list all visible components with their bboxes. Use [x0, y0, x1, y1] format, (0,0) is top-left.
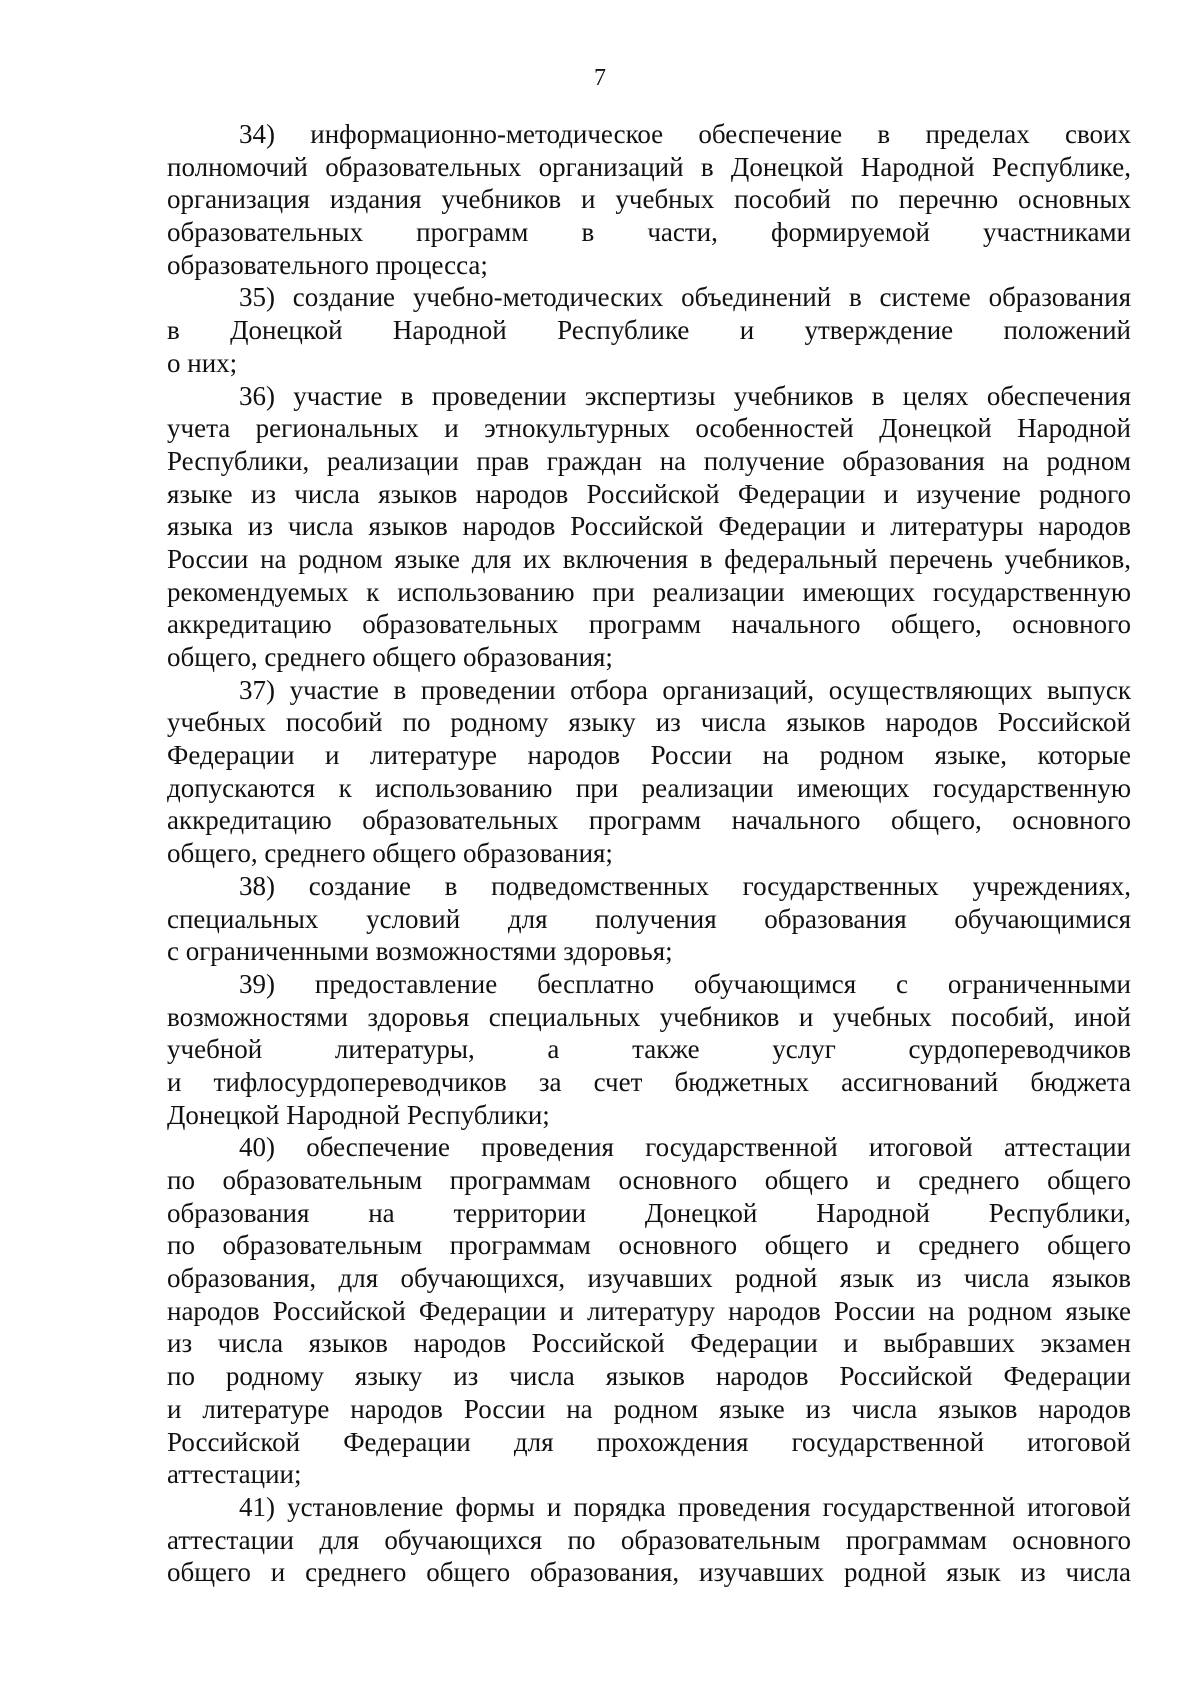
paragraph-line: общего и среднего общего образования, изучавших родной язык из числа: [167, 1557, 1131, 1588]
paragraph-line: Республики, реализации прав граждан на получение образования на родном: [167, 445, 1131, 476]
paragraph-line: 35) создание учебно-методических объединений в системе образования: [239, 282, 1131, 313]
paragraph-line: России на родном языке для их включения в федеральный перечень учебников,: [167, 543, 1131, 574]
paragraph-line: Российской Федерации для прохождения государственной итоговой: [167, 1426, 1131, 1457]
list-item-paragraph: [167, 118, 1131, 281]
paragraph-line: Донецкой Народной Республики;: [167, 1099, 550, 1130]
paragraph-line: допускаются к использованию при реализации имеющих государственную: [167, 772, 1131, 803]
list-item-paragraph: [167, 1491, 1131, 1589]
paragraph-line: возможностями здоровья специальных учебников и учебных пособий, иной: [167, 1001, 1131, 1032]
paragraph-line: аттестации для обучающихся по образовательным программам основного: [167, 1524, 1131, 1555]
paragraph-line: Федерации и литературе народов России на родном языке, которые: [167, 740, 1131, 771]
paragraph-line: 37) участие в проведении отбора организаций, осуществляющих выпуск: [239, 674, 1131, 705]
list-item-paragraph: [167, 870, 1131, 968]
paragraph-line: организация издания учебников и учебных пособий по перечню основных: [167, 184, 1131, 215]
paragraph-line: аккредитацию образовательных программ начального общего, основного: [167, 609, 1131, 640]
document-body: [167, 118, 1131, 1589]
paragraph-line: 40) обеспечение проведения государственной итоговой аттестации: [239, 1132, 1131, 1163]
paragraph-line: учебной литературы, а также услуг сурдопереводчиков: [167, 1034, 1131, 1065]
paragraph-line: по образовательным программам основного общего и среднего общего: [167, 1230, 1131, 1261]
page-number: 7: [594, 65, 606, 91]
paragraph-line: с ограниченными возможностями здоровья;: [167, 936, 673, 967]
list-item-paragraph: [167, 968, 1131, 1131]
paragraph-line: образования, для обучающихся, изучавших родной язык из числа языков: [167, 1263, 1131, 1294]
paragraph-line: специальных условий для получения образования обучающимися: [167, 903, 1131, 934]
paragraph-line: учета региональных и этнокультурных особенностей Донецкой Народной: [167, 413, 1131, 444]
paragraph-line: в Донецкой Народной Республике и утверждение положений: [167, 315, 1131, 346]
list-item-paragraph: [167, 380, 1131, 674]
paragraph-line: о них;: [167, 347, 238, 378]
paragraph-line: общего, среднего общего образования;: [167, 642, 613, 672]
paragraph-line: рекомендуемых к использованию при реализации имеющих государственную: [167, 576, 1131, 607]
paragraph-line: общего, среднего общего образования;: [167, 838, 613, 869]
paragraph-line: 39) предоставление бесплатно обучающимся с ограниченными: [239, 968, 1131, 999]
list-item-paragraph: [167, 281, 1131, 379]
paragraph-line: полномочий образовательных организаций в Донецкой Народной Республике,: [167, 151, 1131, 182]
paragraph-line: языке из числа языков народов Российской Федерации и изучение родного: [167, 478, 1131, 509]
paragraph-line: языка из числа языков народов Российской Федерации и литературы народов: [167, 511, 1131, 542]
paragraph-line: образовательного процесса;: [167, 249, 488, 280]
paragraph-line: из числа языков народов Российской Федерации и выбравших экзамен: [167, 1328, 1131, 1359]
paragraph-line: по родному языку из числа языков народов Российской Федерации: [167, 1361, 1131, 1392]
paragraph-line: и литературе народов России на родном языке из числа языков народов: [167, 1393, 1131, 1424]
paragraph-line: образования на территории Донецкой Народной Республики,: [167, 1197, 1131, 1228]
paragraph-line: народов Российской Федерации и литературу народов России на родном языке: [167, 1295, 1131, 1326]
list-item-paragraph: [167, 674, 1131, 870]
paragraph-line: по образовательным программам основного общего и среднего общего: [167, 1165, 1131, 1195]
list-item-paragraph: [167, 1131, 1131, 1491]
paragraph-line: учебных пособий по родному языку из числа языков народов Российской: [167, 707, 1131, 738]
paragraph-line: 36) участие в проведении экспертизы учебников в целях обеспечения: [239, 380, 1131, 411]
paragraph-line: 34) информационно-методическое обеспечение в пределах своих: [239, 119, 1131, 149]
paragraph-line: 41) установление формы и порядка проведения государственной итоговой: [239, 1491, 1131, 1522]
paragraph-line: образовательных программ в части, формируемой участниками: [167, 217, 1131, 248]
paragraph-line: и тифлосурдопереводчиков за счет бюджетных ассигнований бюджета: [167, 1066, 1131, 1097]
paragraph-line: 38) создание в подведомственных государственных учреждениях,: [239, 870, 1131, 901]
paragraph-line: аккредитацию образовательных программ начального общего, основного: [167, 805, 1131, 836]
paragraph-line: аттестации;: [167, 1459, 302, 1490]
